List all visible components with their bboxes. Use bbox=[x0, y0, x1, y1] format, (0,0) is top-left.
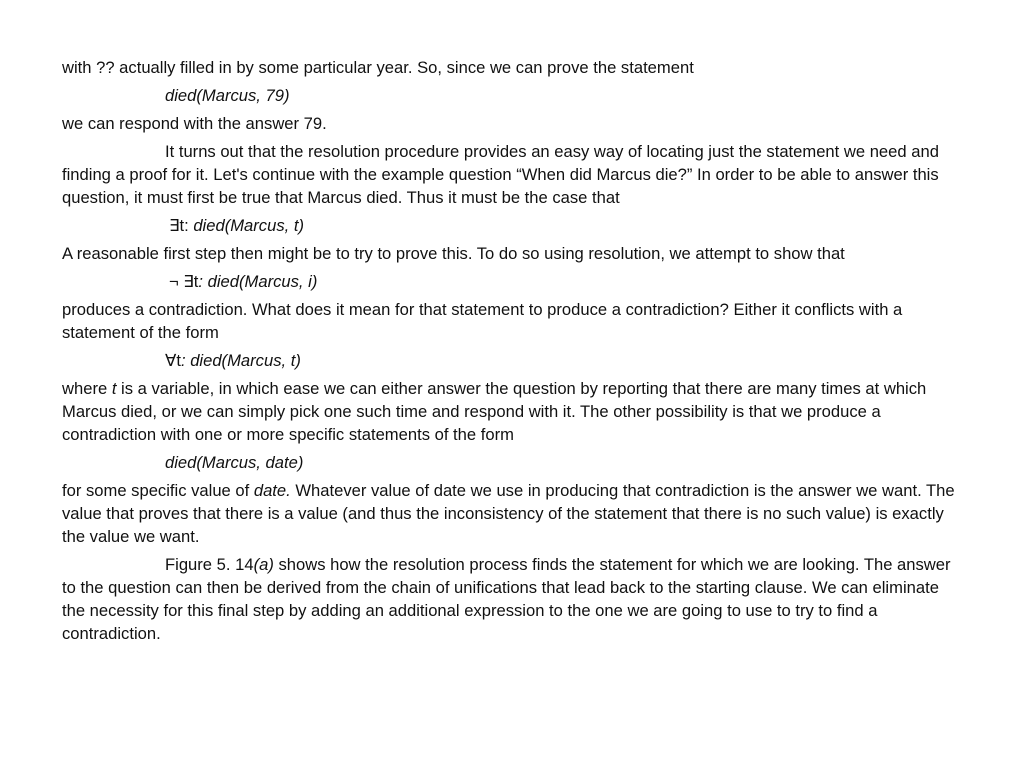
paragraph-6-start: where bbox=[62, 379, 112, 398]
paragraph-6-rest: is a variable, in which ease we can either answer the question by reporting that there are many times at which Marcus died, or we can simply pick one such time and respond with it. The other possibility is that we produce a contradiction with one or more specific statements of the form bbox=[62, 379, 927, 444]
formula-forall-expr: : died(Marcus, t) bbox=[180, 351, 301, 370]
paragraph-6-variable: t bbox=[111, 379, 117, 398]
document-body bbox=[62, 56, 962, 650]
paragraph-6 bbox=[62, 377, 962, 446]
formula-exists-expr: died(Marcus, t) bbox=[193, 216, 304, 235]
formula-not-exists-prefix: ¬ ∃t bbox=[169, 272, 199, 291]
formula-forall-t bbox=[165, 349, 962, 372]
formula-exists-prefix: ∃t: bbox=[169, 216, 194, 235]
paragraph-5: produces a contradiction. What does it mean for that statement to produce a contradiction? Either it conflicts with a statement of the form bbox=[62, 300, 903, 342]
formula-not-exists-t bbox=[165, 270, 962, 293]
paragraph-7 bbox=[62, 479, 962, 548]
formula-not-exists-expr: : died(Marcus, i) bbox=[198, 272, 318, 291]
paragraph-3 bbox=[62, 140, 962, 209]
paragraph-8-start: Figure 5. 14 bbox=[165, 555, 254, 574]
paragraph-1: with ?? actually filled in by some particular year. So, since we can prove the statement bbox=[62, 58, 694, 77]
paragraph-7-rest: Whatever value of date we use in producing that contradiction is the answer we want. The value that proves that there is a value (and thus the inconsistency of the statement that there is no such value) is exactly the value we want. bbox=[62, 481, 955, 546]
paragraph-8-figure-ref: (a) bbox=[253, 555, 274, 574]
paragraph-2: we can respond with the answer 79. bbox=[62, 114, 327, 133]
formula-forall-prefix: ∀t bbox=[165, 351, 181, 370]
paragraph-8-rest: shows how the resolution process finds the statement for which we are looking. The answer to the question can then be derived from the chain of unifications that lead back to the starting clause. We can eliminate the necessity for this final step by adding an additional expression to the one we are going to use to try to find a contradiction. bbox=[62, 555, 951, 643]
paragraph-3-text: It turns out that the resolution procedure provides an easy way of locating just the statement we need and finding a proof for it. Let's continue with the example question “When did Marcus die?” In order to be able to answer this question, it must first be true that Marcus died. Thus it must be the case that bbox=[62, 142, 939, 207]
paragraph-7-date: date. bbox=[253, 481, 291, 500]
formula-exists-t bbox=[165, 214, 962, 237]
formula-died-marcus-date: died(Marcus, date) bbox=[165, 453, 304, 472]
paragraph-7-start: for some specific value of bbox=[62, 481, 254, 500]
formula-died-marcus-79: died(Marcus, 79) bbox=[165, 86, 290, 105]
paragraph-4: A reasonable first step then might be to try to prove this. To do so using resolution, we attempt to show that bbox=[62, 244, 845, 263]
paragraph-8 bbox=[62, 553, 962, 645]
